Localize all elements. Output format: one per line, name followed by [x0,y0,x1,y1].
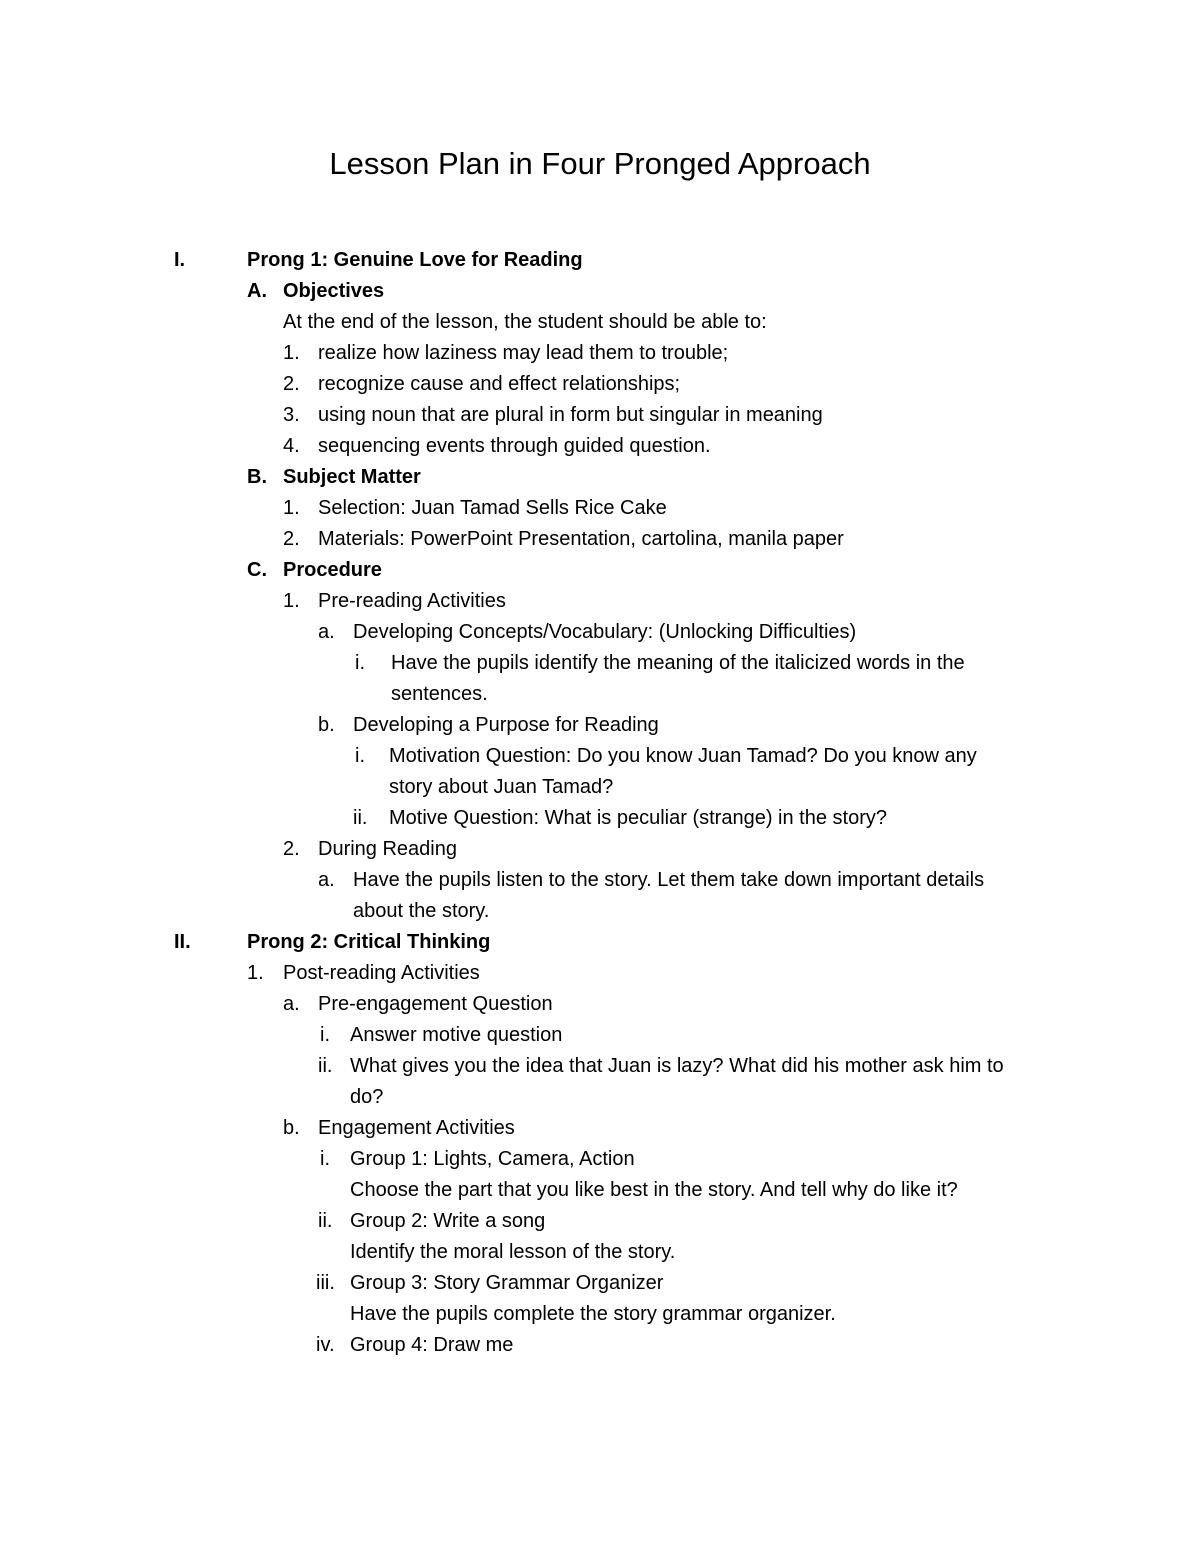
pre-reading-text: Pre-reading Activities [318,590,506,612]
group-desc-line [0,1237,1200,1268]
developing-purpose-line [0,710,1200,741]
developing-concepts-text: Developing Concepts/Vocabulary: (Unlocking Difficulties) [353,621,857,643]
motive-question-marker: ii. [353,807,368,829]
group-desc-line [0,1299,1200,1330]
juan-lazy-marker: ii. [318,1055,333,1077]
subject-matter-marker: B. [247,466,267,488]
juan-lazy-text: What gives you the idea that Juan is lazy? What did his mother ask him to [350,1055,1004,1077]
identify-meaning-continued: sentences. [391,683,488,705]
listen-story-continued-line [0,896,1200,927]
answer-motive-marker: i. [320,1024,330,1046]
identify-meaning-text: Have the pupils identify the meaning of the italicized words in the [391,652,965,674]
subject-matter-item [0,524,1200,555]
objective-text: realize how laziness may lead them to trouble; [318,342,729,364]
objectives-marker: A. [247,280,267,302]
objective-marker: 2. [283,373,300,395]
pre-engagement-line [0,989,1200,1020]
group-desc: Have the pupils complete the story grammar organizer. [350,1303,836,1325]
identify-meaning-continued-line [0,679,1200,710]
juan-lazy-continued: do? [350,1086,384,1108]
post-reading-marker: 1. [247,962,264,984]
objective-item [0,369,1200,400]
procedure-marker: C. [247,559,267,581]
procedure-heading: Procedure [283,559,382,581]
group-desc-line [0,1175,1200,1206]
during-reading-line [0,834,1200,865]
developing-purpose-text: Developing a Purpose for Reading [353,714,659,736]
developing-concepts-marker: a. [318,621,335,643]
objective-marker: 3. [283,404,300,426]
engagement-text: Engagement Activities [318,1117,515,1139]
group-marker: iv. [316,1334,335,1356]
subject-matter-item-marker: 2. [283,528,300,550]
objective-marker: 4. [283,435,300,457]
subject-matter-heading-line [0,462,1200,493]
pre-reading-line [0,586,1200,617]
objective-text: using noun that are plural in form but singular in meaning [318,404,823,426]
listen-story-line [0,865,1200,896]
engagement-line [0,1113,1200,1144]
group-marker: i. [320,1148,330,1170]
identify-meaning-marker: i. [355,652,365,674]
subject-matter-item-text: Materials: PowerPoint Presentation, cartolina, manila paper [318,528,844,550]
group-title-line [0,1268,1200,1299]
objectives-intro-line [0,307,1200,338]
developing-purpose-marker: b. [318,714,335,736]
listen-story-continued: about the story. [353,900,490,922]
procedure-heading-line [0,555,1200,586]
prong1-heading: Prong 1: Genuine Love for Reading [247,249,583,271]
motivation-question-continued-line [0,772,1200,803]
motivation-question-line [0,741,1200,772]
subject-matter-item-text: Selection: Juan Tamad Sells Rice Cake [318,497,667,519]
juan-lazy-continued-line [0,1082,1200,1113]
objective-item [0,400,1200,431]
post-reading-line [0,958,1200,989]
group-marker: iii. [316,1272,335,1294]
listen-story-text: Have the pupils listen to the story. Let them take down important details [353,869,985,891]
page-title: Lesson Plan in Four Pronged Approach [329,146,871,181]
group-title: Group 2: Write a song [350,1210,546,1232]
motivation-question-text: Motivation Question: Do you know Juan Tamad? Do you know any [389,745,977,767]
listen-story-marker: a. [318,869,335,891]
group-title-line [0,1144,1200,1175]
subject-matter-item-marker: 1. [283,497,300,519]
prong1-marker: I. [174,249,186,271]
objective-text: recognize cause and effect relationships; [318,373,681,395]
group-title: Group 3: Story Grammar Organizer [350,1272,664,1294]
group-title-line [0,1206,1200,1237]
objective-item [0,431,1200,462]
identify-meaning-line [0,648,1200,679]
developing-concepts-line [0,617,1200,648]
group-desc: Identify the moral lesson of the story. [350,1241,676,1263]
motivation-question-marker: i. [355,745,365,767]
prong2-heading-line [0,927,1200,958]
objective-text: sequencing events through guided question. [318,435,711,457]
prong2-heading: Prong 2: Critical Thinking [247,931,491,953]
group-desc: Choose the part that you like best in the story. And tell why do like it? [350,1179,958,1201]
prong2-marker: II. [174,931,191,953]
group-marker: ii. [318,1210,333,1232]
objectives-heading-line [0,276,1200,307]
group-title: Group 4: Draw me [350,1334,514,1356]
during-reading-text: During Reading [318,838,457,860]
answer-motive-line [0,1020,1200,1051]
prong1-heading-line [0,245,1200,276]
subject-matter-item [0,493,1200,524]
objective-item [0,338,1200,369]
engagement-marker: b. [283,1117,300,1139]
objectives-intro: At the end of the lesson, the student should be able to: [283,311,767,333]
pre-engagement-text: Pre-engagement Question [318,993,553,1015]
motivation-question-continued: story about Juan Tamad? [389,776,614,798]
juan-lazy-line [0,1051,1200,1082]
objective-marker: 1. [283,342,300,364]
motive-question-text: Motive Question: What is peculiar (strange) in the story? [389,807,887,829]
during-reading-marker: 2. [283,838,300,860]
pre-reading-marker: 1. [283,590,300,612]
group-title-line [0,1330,1200,1361]
pre-engagement-marker: a. [283,993,300,1015]
post-reading-text: Post-reading Activities [283,962,480,984]
group-title: Group 1: Lights, Camera, Action [350,1148,635,1170]
subject-matter-heading: Subject Matter [283,466,421,488]
answer-motive-text: Answer motive question [350,1024,563,1046]
motive-question-line [0,803,1200,834]
objectives-heading: Objectives [283,280,385,302]
